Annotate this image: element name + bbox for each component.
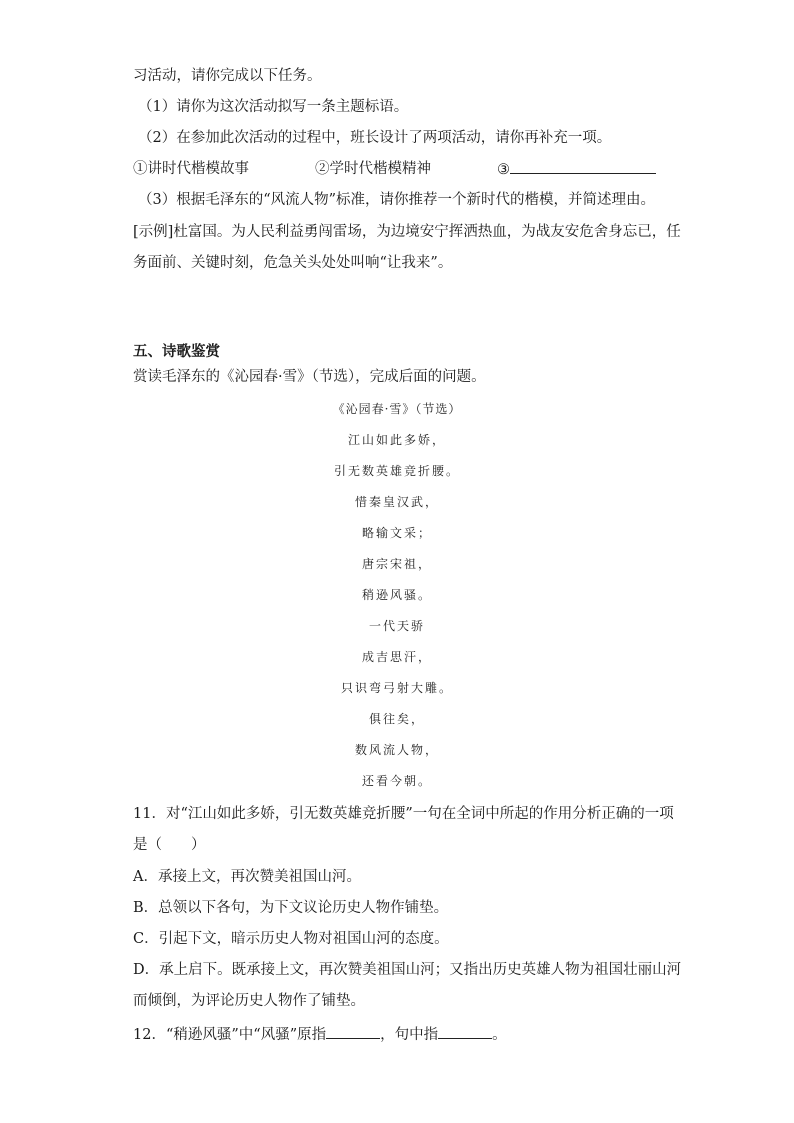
task-2: （2）在参加此次活动的过程中，班长设计了两项活动，请你再补充一项。 bbox=[138, 130, 612, 146]
example-line-2: 务面前、关键时刻，危急关头处处叫响“让我来”。 bbox=[133, 255, 453, 271]
poem-line: 惜秦皇汉武， bbox=[354, 495, 439, 509]
poem-line: 俱往矣， bbox=[368, 712, 425, 726]
poem-line: 只识弯弓射大雕。 bbox=[340, 681, 453, 695]
section-title: 五、诗歌鉴赏 bbox=[133, 344, 220, 360]
q12-blank-1[interactable] bbox=[326, 1024, 380, 1039]
poem-line: 还看今朝。 bbox=[361, 774, 432, 788]
q11-option-b[interactable]: B．总领以下各句，为下文议论历史人物作铺垫。 bbox=[133, 900, 449, 916]
q12-blank-2[interactable] bbox=[438, 1024, 492, 1039]
poem-line: 数风流人物， bbox=[354, 743, 439, 757]
q12-line bbox=[133, 1024, 507, 1045]
q11-stem-line-2: 是（ ） bbox=[133, 837, 206, 853]
activity-3-label: ③ bbox=[497, 162, 510, 178]
q12-part-3: 。 bbox=[492, 1027, 507, 1043]
q11-stem-line-1: 11．对“江山如此多娇，引无数英雄竞折腰”一句在全词中所起的作用分析正确的一项 bbox=[133, 806, 674, 822]
poem-line: 江山如此多娇， bbox=[347, 433, 446, 447]
example-line-1: [示例]杜富国。为人民利益勇闯雷场，为边境安宁挥洒热血，为战友安危舍身忘已，任 bbox=[133, 224, 681, 240]
activity-1: ①讲时代楷模故事 bbox=[133, 161, 249, 177]
poem-line: 稍逊风骚。 bbox=[361, 588, 432, 602]
poem-line: 引无数英雄竞折腰。 bbox=[333, 464, 460, 478]
activity-3-blank[interactable] bbox=[510, 159, 656, 174]
q11-option-c[interactable]: C．引起下文，暗示历史人物对祖国山河的态度。 bbox=[133, 931, 449, 947]
q12-part-2: ，句中指 bbox=[380, 1027, 439, 1043]
poem-line: 成吉思汗， bbox=[361, 650, 432, 664]
activity-row bbox=[133, 159, 673, 179]
activity-3 bbox=[497, 159, 656, 180]
section-intro: 赏读毛泽东的《沁园春·雪》（节选），完成后面的问题。 bbox=[133, 369, 486, 385]
task-3: （3）根据毛泽东的“风流人物”标准，请你推荐一个新时代的楷模，并简述理由。 bbox=[138, 192, 656, 208]
poem-line: 一代天骄 bbox=[368, 619, 425, 633]
q11-option-d-continued: 而倾倒，为评论历史人物作了铺垫。 bbox=[133, 993, 365, 1009]
poem-line: 唐宗宋祖， bbox=[361, 557, 432, 571]
q11-option-d[interactable]: D．承上启下。既承接上文，再次赞美祖国山河；又指出历史英雄人物为祖国壮丽山河 bbox=[133, 962, 682, 978]
intro-line: 习活动，请你完成以下任务。 bbox=[133, 68, 322, 84]
q11-option-a[interactable]: A．承接上文，再次赞美祖国山河。 bbox=[133, 869, 361, 885]
activity-2: ②学时代楷模精神 bbox=[315, 161, 431, 177]
task-1: （1）请你为这次活动拟写一条主题标语。 bbox=[138, 99, 409, 115]
poem-line: 略输文采； bbox=[361, 526, 432, 540]
q12-part-1: 12．“稍逊风骚”中“风骚”原指 bbox=[133, 1027, 327, 1043]
poem-title: 《沁园春·雪》（节选） bbox=[332, 402, 462, 416]
